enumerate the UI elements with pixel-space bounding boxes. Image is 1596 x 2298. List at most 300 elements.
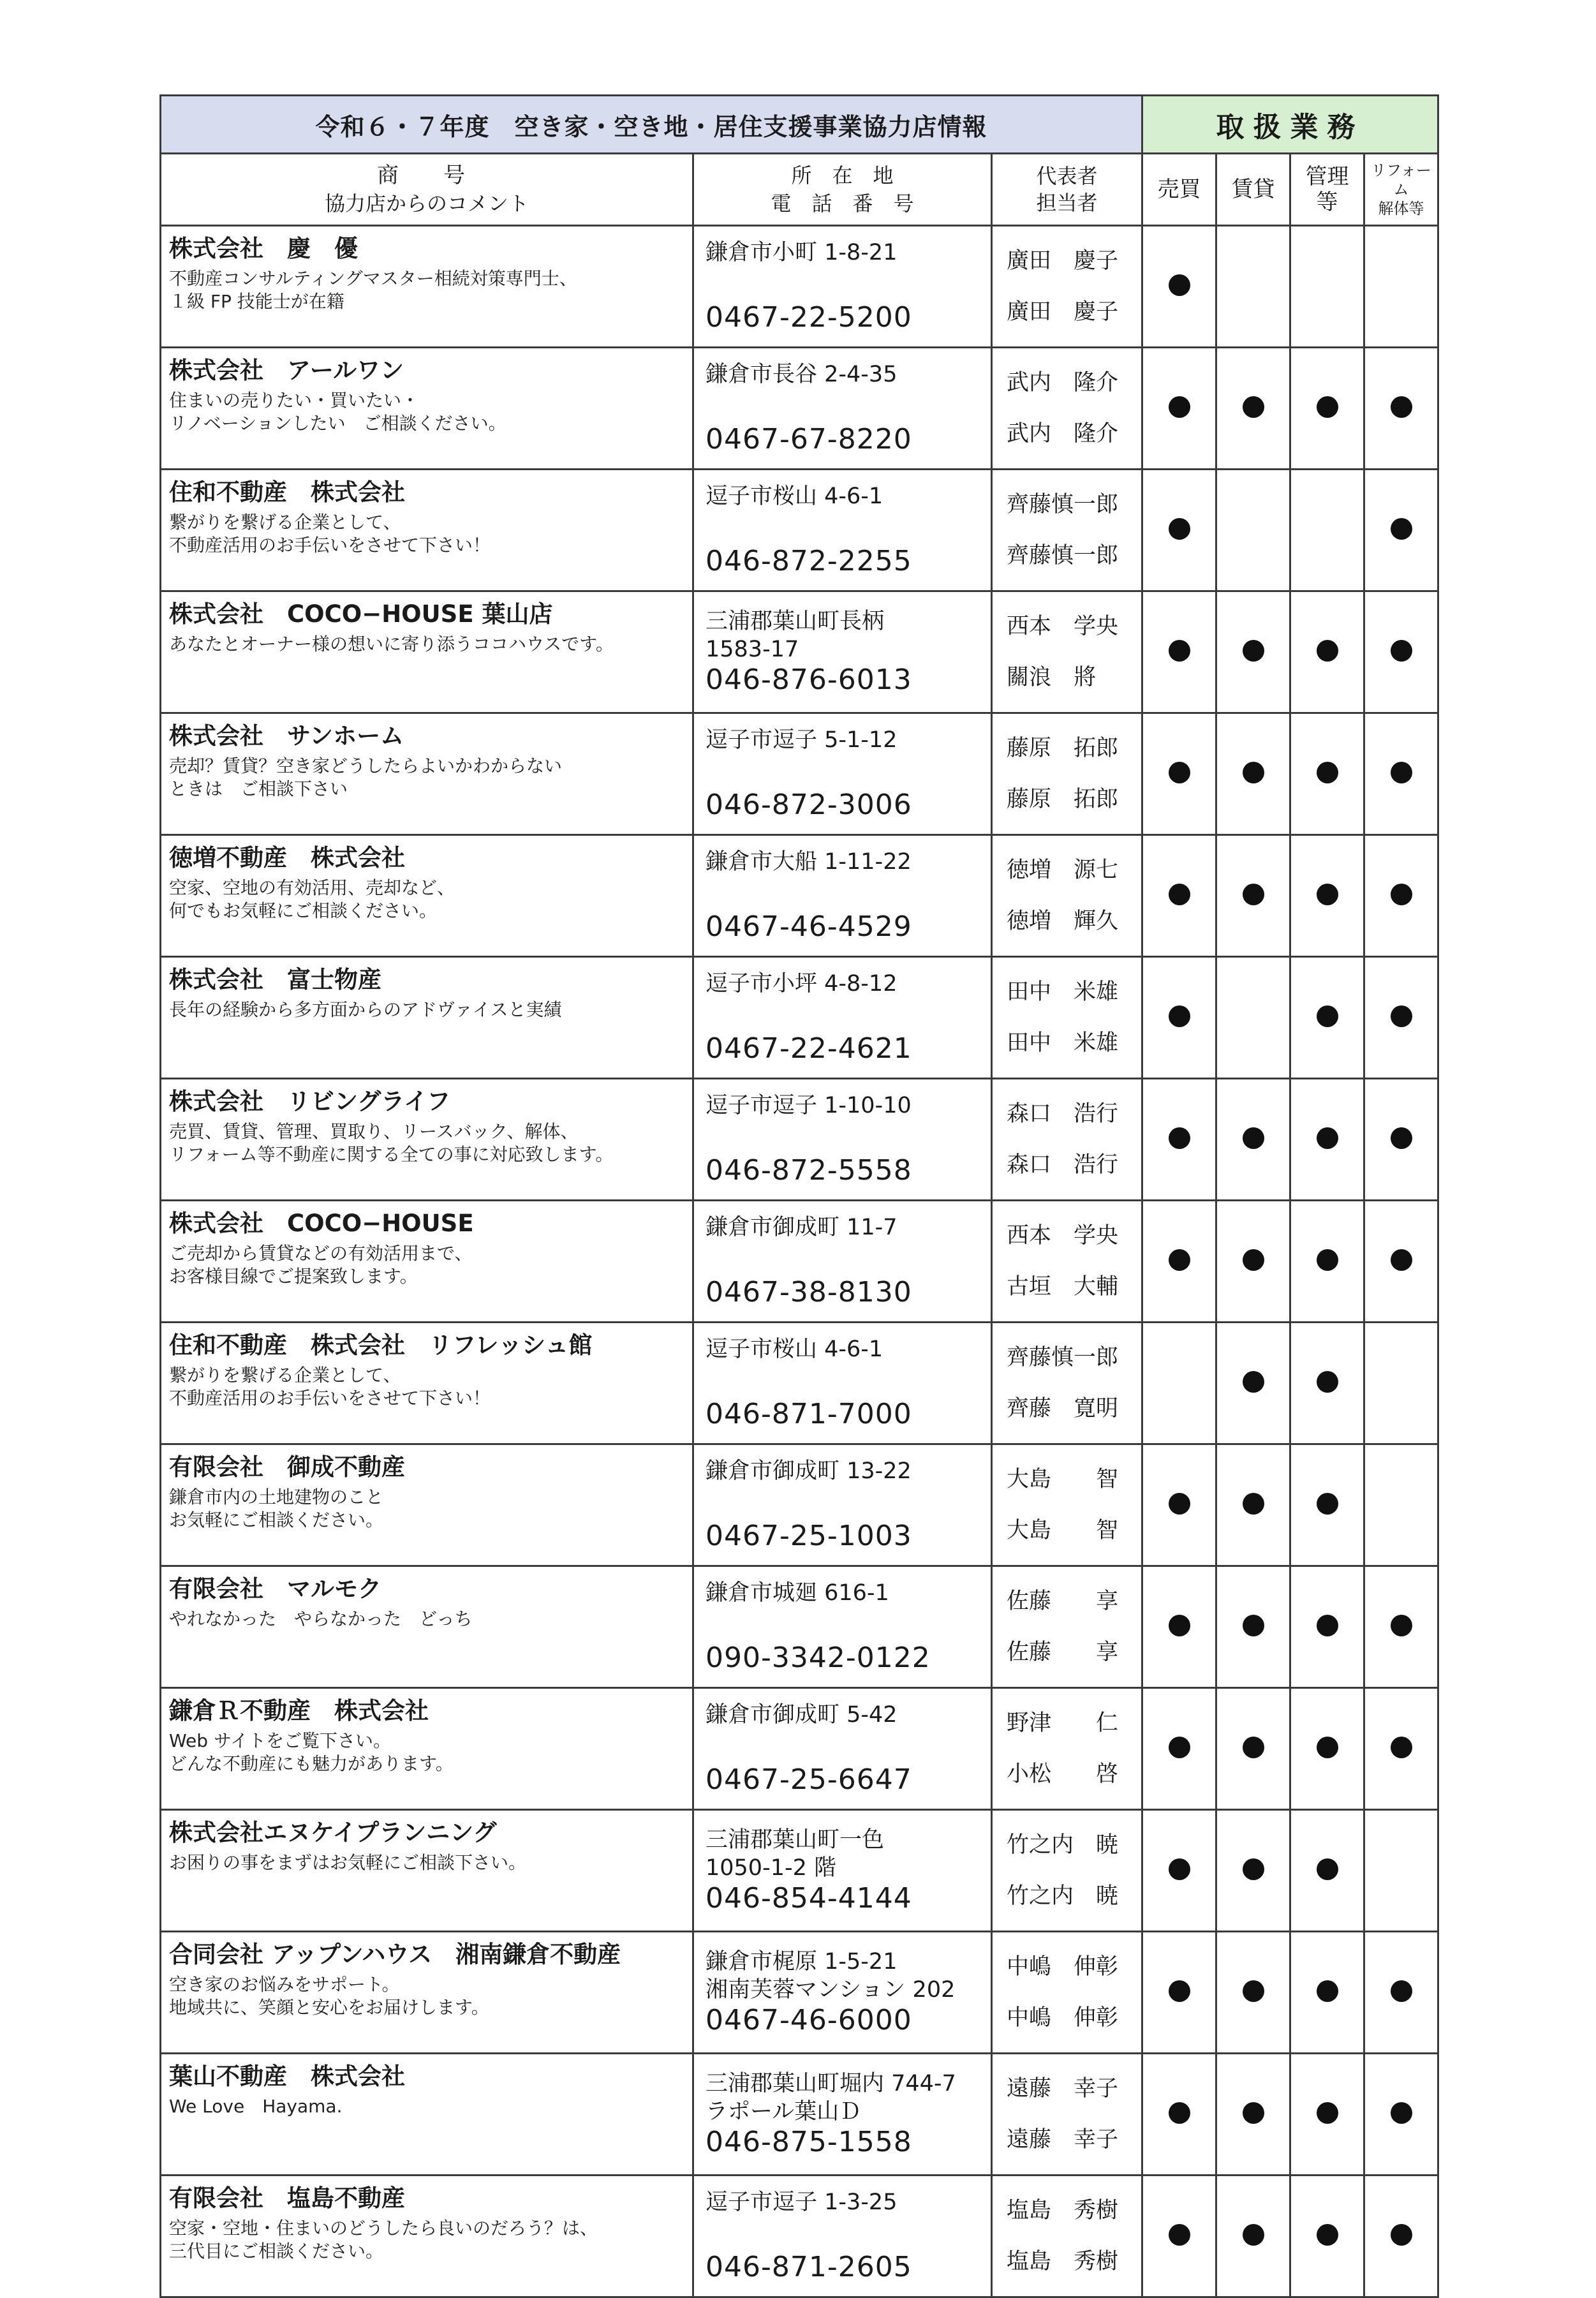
- address-cell: [693, 2054, 992, 2176]
- company-comment: 繋がりを繋げる企業として、 不動産活用のお手伝いをさせて下さい！: [169, 1365, 491, 1409]
- table-row: [161, 348, 1438, 470]
- contact-name: 塩島 秀樹: [1007, 2249, 1119, 2274]
- rent-mark-icon: [1243, 518, 1264, 540]
- company-comment: 鎌倉市内の土地建物のこと お気軽にご相談ください。: [169, 1486, 384, 1531]
- reform-mark-icon: [1391, 274, 1412, 296]
- representative-name: 武内 隆介: [1007, 370, 1119, 396]
- company-cell: [161, 957, 693, 1079]
- reform-cell: [1364, 1932, 1438, 2054]
- table-row: [161, 1932, 1438, 2054]
- address-block: [706, 239, 984, 334]
- address-block: [706, 848, 984, 944]
- phone-number: 046-872-3006: [706, 789, 912, 821]
- company-cell: [161, 713, 693, 835]
- sale-cell: [1142, 957, 1216, 1079]
- company-cell: [161, 348, 693, 470]
- representative-block: [1007, 1088, 1132, 1190]
- address-cell: [693, 470, 992, 591]
- rent-cell: [1216, 1079, 1290, 1201]
- business-header: 取扱業務: [1142, 96, 1438, 154]
- reform-cell: [1364, 470, 1438, 591]
- rent-cell: [1216, 1932, 1290, 2054]
- rent-mark-icon: [1243, 396, 1264, 418]
- representative-block: [1007, 601, 1132, 703]
- address-text: 逗子市逗子 5-1-12: [706, 727, 898, 753]
- management-mark-icon: [1317, 1737, 1338, 1758]
- sale-cell: [1142, 2054, 1216, 2176]
- address-cell: [693, 1932, 992, 2054]
- representative-name: 齊藤慎一郎: [1007, 1345, 1119, 1370]
- rent-mark-icon: [1243, 1858, 1264, 1880]
- company-name: 株式会社 サンホーム: [169, 722, 404, 750]
- sale-mark-icon: [1169, 518, 1190, 540]
- table-row: [161, 835, 1438, 957]
- phone-number: 0467-46-6000: [706, 2004, 912, 2036]
- rent-cell: [1216, 1810, 1290, 1932]
- sale-cell: [1142, 226, 1216, 348]
- management-cell: [1290, 591, 1364, 713]
- management-header-label-1: 管理: [1305, 164, 1349, 189]
- management-mark-icon: [1317, 518, 1338, 540]
- representative-cell: [992, 2176, 1142, 2297]
- sale-cell: [1142, 1079, 1216, 1201]
- management-mark-icon: [1317, 762, 1338, 783]
- reform-mark-icon: [1391, 1980, 1412, 2002]
- address-block: [706, 1457, 984, 1553]
- representative-name: 森口 浩行: [1007, 1101, 1119, 1127]
- reform-cell: [1364, 1688, 1438, 1810]
- rent-cell: [1216, 1566, 1290, 1688]
- address-block: [706, 2066, 984, 2162]
- management-mark-icon: [1317, 2224, 1338, 2246]
- representative-cell: [992, 1323, 1142, 1444]
- name-header-sub: 協力店からのコメント: [324, 191, 529, 216]
- management-mark-icon: [1317, 1005, 1338, 1027]
- sale-mark-icon: [1169, 2102, 1190, 2124]
- reform-mark-icon: [1391, 884, 1412, 905]
- company-name: 有限会社 マルモク: [169, 1575, 381, 1603]
- company-name: 有限会社 御成不動産: [169, 1453, 405, 1481]
- rent-cell: [1216, 2176, 1290, 2297]
- address-cell: [693, 591, 992, 713]
- address-text: 鎌倉市長谷 2-4-35: [706, 362, 898, 387]
- company-cell: [161, 1566, 693, 1688]
- reform-header-label-2: 解体等: [1378, 200, 1424, 218]
- sale-cell: [1142, 1201, 1216, 1323]
- phone-number: 046-871-7000: [706, 1398, 912, 1430]
- company-name: 有限会社 塩島不動産: [169, 2184, 405, 2212]
- sale-mark-icon: [1169, 1858, 1190, 1880]
- representative-name: 大島 智: [1007, 1467, 1119, 1492]
- rent-cell: [1216, 957, 1290, 1079]
- rent-cell: [1216, 348, 1290, 470]
- phone-number: 046-854-4144: [706, 1882, 912, 1915]
- representative-name: 野津 仁: [1007, 1710, 1119, 1736]
- reform-cell: [1364, 1810, 1438, 1932]
- rent-cell: [1216, 2054, 1290, 2176]
- company-name: 葉山不動産 株式会社: [169, 2063, 405, 2090]
- contact-name: 廣田 慶子: [1007, 299, 1119, 325]
- representative-block: [1007, 2063, 1132, 2165]
- rent-cell: [1216, 1688, 1290, 1810]
- address-block: [706, 482, 984, 578]
- sale-mark-icon: [1169, 274, 1190, 296]
- company-comment: 繋がりを繋げる企業として、 不動産活用のお手伝いをさせて下さい！: [169, 512, 491, 556]
- phone-number: 0467-67-8220: [706, 423, 912, 456]
- reform-cell: [1364, 348, 1438, 470]
- company-comment: 空き家のお悩みをサポート。 地域共に、笑顔と安心をお届けします。: [169, 1974, 489, 2018]
- rent-mark-icon: [1243, 2102, 1264, 2124]
- phone-number: 0467-22-4621: [706, 1032, 912, 1065]
- sale-cell: [1142, 835, 1216, 957]
- address-text: 三浦郡葉山町一色 1050-1-2 階: [706, 1827, 885, 1881]
- company-comment: ご売却から賃貸などの有効活用まで、 お客様目線でご提案致します。: [169, 1243, 473, 1287]
- sale-mark-icon: [1169, 396, 1190, 418]
- address-text: 鎌倉市御成町 13-22: [706, 1458, 912, 1484]
- address-cell: [693, 1323, 992, 1444]
- rent-mark-icon: [1243, 1249, 1264, 1271]
- reform-mark-icon: [1391, 1249, 1412, 1271]
- sale-cell: [1142, 1932, 1216, 2054]
- company-comment: We Love Hayama.: [169, 2096, 343, 2117]
- address-text: 鎌倉市小町 1-8-21: [706, 240, 898, 265]
- rent-cell: [1216, 835, 1290, 957]
- representative-block: [1007, 845, 1132, 947]
- contact-name: 齊藤慎一郎: [1007, 543, 1119, 568]
- management-mark-icon: [1317, 1493, 1338, 1515]
- representative-cell: [992, 835, 1142, 957]
- reform-cell: [1364, 1201, 1438, 1323]
- management-mark-icon: [1317, 1371, 1338, 1393]
- representative-block: [1007, 1332, 1132, 1434]
- address-text: 鎌倉市御成町 5-42: [706, 1702, 898, 1728]
- representative-name: 徳増 源七: [1007, 857, 1119, 883]
- phone-number: 046-875-1558: [706, 2126, 912, 2158]
- representative-block: [1007, 1454, 1132, 1556]
- address-cell: [693, 2176, 992, 2297]
- management-cell: [1290, 1201, 1364, 1323]
- reform-header-label-1: リフォーム: [1371, 161, 1431, 198]
- address-cell: [693, 348, 992, 470]
- representative-cell: [992, 1810, 1142, 1932]
- company-cell: [161, 1932, 693, 2054]
- rent-cell: [1216, 1444, 1290, 1566]
- company-name: 株式会社 COCO−HOUSE 葉山店: [169, 600, 553, 628]
- sale-mark-icon: [1169, 884, 1190, 905]
- reform-cell: [1364, 835, 1438, 957]
- company-comment: 長年の経験から多方面からのアドヴァイスと実績: [169, 999, 562, 1020]
- phone-number: 046-872-5558: [706, 1154, 912, 1187]
- sale-mark-icon: [1169, 1005, 1190, 1027]
- representative-cell: [992, 1688, 1142, 1810]
- company-comment: 空家、空地の有効活用、売却など、 何でもお気軽にご相談ください。: [169, 877, 455, 921]
- representative-block: [1007, 357, 1132, 459]
- contact-name: 古垣 大輔: [1007, 1274, 1119, 1300]
- contact-name: 森口 浩行: [1007, 1152, 1119, 1178]
- table-row: [161, 1079, 1438, 1201]
- contact-name: 徳増 輝久: [1007, 908, 1119, 934]
- table-row: [161, 2176, 1438, 2297]
- company-cell: [161, 470, 693, 591]
- management-header-label-2: 等: [1316, 189, 1338, 215]
- management-cell: [1290, 2176, 1364, 2297]
- table-row: [161, 1688, 1438, 1810]
- reform-mark-icon: [1391, 1493, 1412, 1515]
- representative-cell: [992, 1566, 1142, 1688]
- representative-cell: [992, 957, 1142, 1079]
- address-block: [706, 360, 984, 456]
- name-column-header: [161, 154, 693, 226]
- address-block: [706, 1701, 984, 1797]
- address-block: [706, 1092, 984, 1187]
- reform-mark-icon: [1391, 640, 1412, 662]
- contact-name: 關浪 將: [1007, 665, 1097, 690]
- reform-mark-icon: [1391, 762, 1412, 783]
- address-cell: [693, 1444, 992, 1566]
- management-cell: [1290, 1688, 1364, 1810]
- representative-cell: [992, 2054, 1142, 2176]
- management-cell: [1290, 835, 1364, 957]
- management-column-header: [1290, 154, 1364, 226]
- rent-mark-icon: [1243, 1127, 1264, 1149]
- rent-mark-icon: [1243, 640, 1264, 662]
- phone-number: 0467-25-6647: [706, 1763, 912, 1796]
- management-mark-icon: [1317, 274, 1338, 296]
- phone-number: 0467-25-1003: [706, 1520, 912, 1552]
- representative-cell: [992, 591, 1142, 713]
- management-cell: [1290, 1079, 1364, 1201]
- table-row: [161, 957, 1438, 1079]
- reform-cell: [1364, 1566, 1438, 1688]
- contact-name: 田中 米雄: [1007, 1030, 1119, 1056]
- cooperating-stores-table: [159, 94, 1439, 2298]
- management-cell: [1290, 1444, 1364, 1566]
- representative-cell: [992, 1444, 1142, 1566]
- sale-mark-icon: [1169, 1493, 1190, 1515]
- rent-mark-icon: [1243, 884, 1264, 905]
- contact-name: 小松 啓: [1007, 1761, 1119, 1787]
- address-cell: [693, 226, 992, 348]
- company-cell: [161, 1201, 693, 1323]
- representative-name: 藤原 拓郎: [1007, 736, 1119, 761]
- reform-cell: [1364, 2176, 1438, 2297]
- reform-mark-icon: [1391, 1858, 1412, 1880]
- management-cell: [1290, 2054, 1364, 2176]
- address-cell: [693, 835, 992, 957]
- representative-cell: [992, 1079, 1142, 1201]
- reform-cell: [1364, 226, 1438, 348]
- representative-name: 中嶋 伸彰: [1007, 1954, 1119, 1980]
- phone-number: 046-876-6013: [706, 663, 912, 696]
- representative-name: 田中 米雄: [1007, 979, 1119, 1005]
- reform-mark-icon: [1391, 396, 1412, 418]
- company-cell: [161, 2176, 693, 2297]
- address-text: 逗子市逗子 1-3-25: [706, 2190, 898, 2215]
- sale-mark-icon: [1169, 1249, 1190, 1271]
- phone-number: 090-3342-0122: [706, 1642, 931, 1674]
- management-cell: [1290, 1932, 1364, 2054]
- representative-cell: [992, 348, 1142, 470]
- company-cell: [161, 1810, 693, 1932]
- management-mark-icon: [1317, 396, 1338, 418]
- rent-cell: [1216, 1201, 1290, 1323]
- representative-block: [1007, 1941, 1132, 2043]
- name-header-title: 商 号: [377, 163, 477, 188]
- representative-name: 齊藤慎一郎: [1007, 492, 1119, 517]
- rent-mark-icon: [1243, 762, 1264, 783]
- company-cell: [161, 1323, 693, 1444]
- address-block: [706, 726, 984, 822]
- representative-name: 廣田 慶子: [1007, 248, 1119, 274]
- table-row: [161, 470, 1438, 591]
- company-name: 徳増不動産 株式会社: [169, 844, 405, 871]
- sale-header-label: 売買: [1157, 177, 1201, 202]
- representative-name: 西本 学央: [1007, 614, 1119, 639]
- sale-mark-icon: [1169, 2224, 1190, 2246]
- phone-number: 046-871-2605: [706, 2251, 912, 2283]
- management-cell: [1290, 713, 1364, 835]
- company-cell: [161, 1444, 693, 1566]
- representative-block: [1007, 1698, 1132, 1800]
- management-cell: [1290, 1566, 1364, 1688]
- phone-number: 0467-38-8130: [706, 1276, 912, 1308]
- sale-cell: [1142, 470, 1216, 591]
- rent-mark-icon: [1243, 274, 1264, 296]
- sale-column-header: [1142, 154, 1216, 226]
- reform-mark-icon: [1391, 1737, 1412, 1758]
- reform-mark-icon: [1391, 2102, 1412, 2124]
- company-cell: [161, 2054, 693, 2176]
- representative-block: [1007, 1576, 1132, 1678]
- sale-mark-icon: [1169, 1615, 1190, 1636]
- company-name: 株式会社 アールワン: [169, 357, 404, 384]
- reform-cell: [1364, 1444, 1438, 1566]
- representative-column-header: [992, 154, 1142, 226]
- company-cell: [161, 835, 693, 957]
- reform-cell: [1364, 2054, 1438, 2176]
- rent-mark-icon: [1243, 1615, 1264, 1636]
- rent-mark-icon: [1243, 1493, 1264, 1515]
- management-mark-icon: [1317, 640, 1338, 662]
- sale-cell: [1142, 1688, 1216, 1810]
- sale-mark-icon: [1169, 1980, 1190, 2002]
- address-text: 鎌倉市梶原 1-5-21 湘南芙蓉マンション 202: [706, 1949, 956, 2003]
- representative-cell: [992, 1932, 1142, 2054]
- contact-name: 佐藤 享: [1007, 1640, 1119, 1665]
- reform-mark-icon: [1391, 1615, 1412, 1636]
- rent-cell: [1216, 1323, 1290, 1444]
- contact-name: 竹之内 暁: [1007, 1883, 1119, 1909]
- representative-name: 西本 学央: [1007, 1223, 1119, 1249]
- contact-name: 大島 智: [1007, 1518, 1119, 1543]
- company-comment: 空家・空地・住まいのどうしたら良いのだろう？は、 三代目にご相談ください。: [169, 2218, 598, 2262]
- representative-block: [1007, 723, 1132, 825]
- reform-cell: [1364, 1079, 1438, 1201]
- reform-mark-icon: [1391, 2224, 1412, 2246]
- representative-cell: [992, 470, 1142, 591]
- phone-number: 0467-22-5200: [706, 301, 912, 334]
- representative-name: 遠藤 幸子: [1007, 2076, 1119, 2102]
- table-row: [161, 1201, 1438, 1323]
- sale-cell: [1142, 1323, 1216, 1444]
- contact-name: 武内 隆介: [1007, 421, 1119, 447]
- company-cell: [161, 1079, 693, 1201]
- reform-cell: [1364, 957, 1438, 1079]
- table-row: [161, 1810, 1438, 1932]
- address-text: 逗子市桜山 4-6-1: [706, 484, 883, 509]
- phone-number: 046-872-2255: [706, 545, 912, 577]
- company-cell: [161, 591, 693, 713]
- representative-name: 塩島 秀樹: [1007, 2198, 1119, 2223]
- contact-name: 齊藤 寛明: [1007, 1396, 1119, 1421]
- management-mark-icon: [1317, 2102, 1338, 2124]
- sale-cell: [1142, 2176, 1216, 2297]
- address-column-header: [693, 154, 992, 226]
- address-cell: [693, 1201, 992, 1323]
- company-name: 株式会社 慶 優: [169, 235, 358, 262]
- address-block: [706, 604, 984, 700]
- sale-cell: [1142, 1566, 1216, 1688]
- reform-mark-icon: [1391, 1005, 1412, 1027]
- rent-cell: [1216, 226, 1290, 348]
- address-text: 三浦郡葉山町長柄 1583-17: [706, 609, 885, 662]
- reform-cell: [1364, 713, 1438, 835]
- address-text: 逗子市桜山 4-6-1: [706, 1337, 883, 1362]
- address-text: 鎌倉市城廻 616-1: [706, 1580, 889, 1606]
- address-block: [706, 970, 984, 1065]
- company-comment: 売却？賃貸？空き家どうしたらよいかわからない ときは ご相談下さい: [169, 755, 563, 799]
- representative-block: [1007, 1210, 1132, 1312]
- company-name: 株式会社エヌケイプランニング: [169, 1819, 497, 1846]
- table-row: [161, 1566, 1438, 1688]
- rent-mark-icon: [1243, 1005, 1264, 1027]
- address-cell: [693, 1079, 992, 1201]
- address-block: [706, 1213, 984, 1309]
- sale-mark-icon: [1169, 1737, 1190, 1758]
- rent-cell: [1216, 591, 1290, 713]
- company-comment: やれなかった やらなかった どっち: [169, 1608, 473, 1629]
- representative-cell: [992, 713, 1142, 835]
- representative-cell: [992, 1201, 1142, 1323]
- sale-cell: [1142, 1810, 1216, 1932]
- representative-header-title: 代表者: [1036, 164, 1098, 188]
- address-text: 鎌倉市大船 1-11-22: [706, 849, 912, 875]
- rent-cell: [1216, 713, 1290, 835]
- table-row: [161, 2054, 1438, 2176]
- sale-cell: [1142, 713, 1216, 835]
- management-cell: [1290, 470, 1364, 591]
- management-cell: [1290, 348, 1364, 470]
- sale-mark-icon: [1169, 1127, 1190, 1149]
- sale-mark-icon: [1169, 1371, 1190, 1393]
- address-block: [706, 1579, 984, 1675]
- address-block: [706, 1823, 984, 1918]
- management-mark-icon: [1317, 1127, 1338, 1149]
- management-mark-icon: [1317, 884, 1338, 905]
- company-comment: Web サイトをご覧下さい。 どんな不動産にも魅力があります。: [169, 1730, 454, 1774]
- contact-name: 遠藤 幸子: [1007, 2127, 1119, 2153]
- address-text: 三浦郡葉山町堀内 744-7 ラポール葉山Ｄ: [706, 2071, 956, 2124]
- company-comment: 住まいの売りたい・買いたい・ リノベーションしたい ご相談ください。: [169, 390, 506, 434]
- company-name: 株式会社 COCO−HOUSE: [169, 1210, 474, 1237]
- address-block: [706, 1335, 984, 1431]
- company-name: 鎌倉Ｒ不動産 株式会社: [169, 1697, 429, 1724]
- management-mark-icon: [1317, 1249, 1338, 1271]
- rent-cell: [1216, 470, 1290, 591]
- rent-column-header: [1216, 154, 1290, 226]
- address-block: [706, 1945, 984, 2040]
- company-name: 住和不動産 株式会社: [169, 478, 405, 506]
